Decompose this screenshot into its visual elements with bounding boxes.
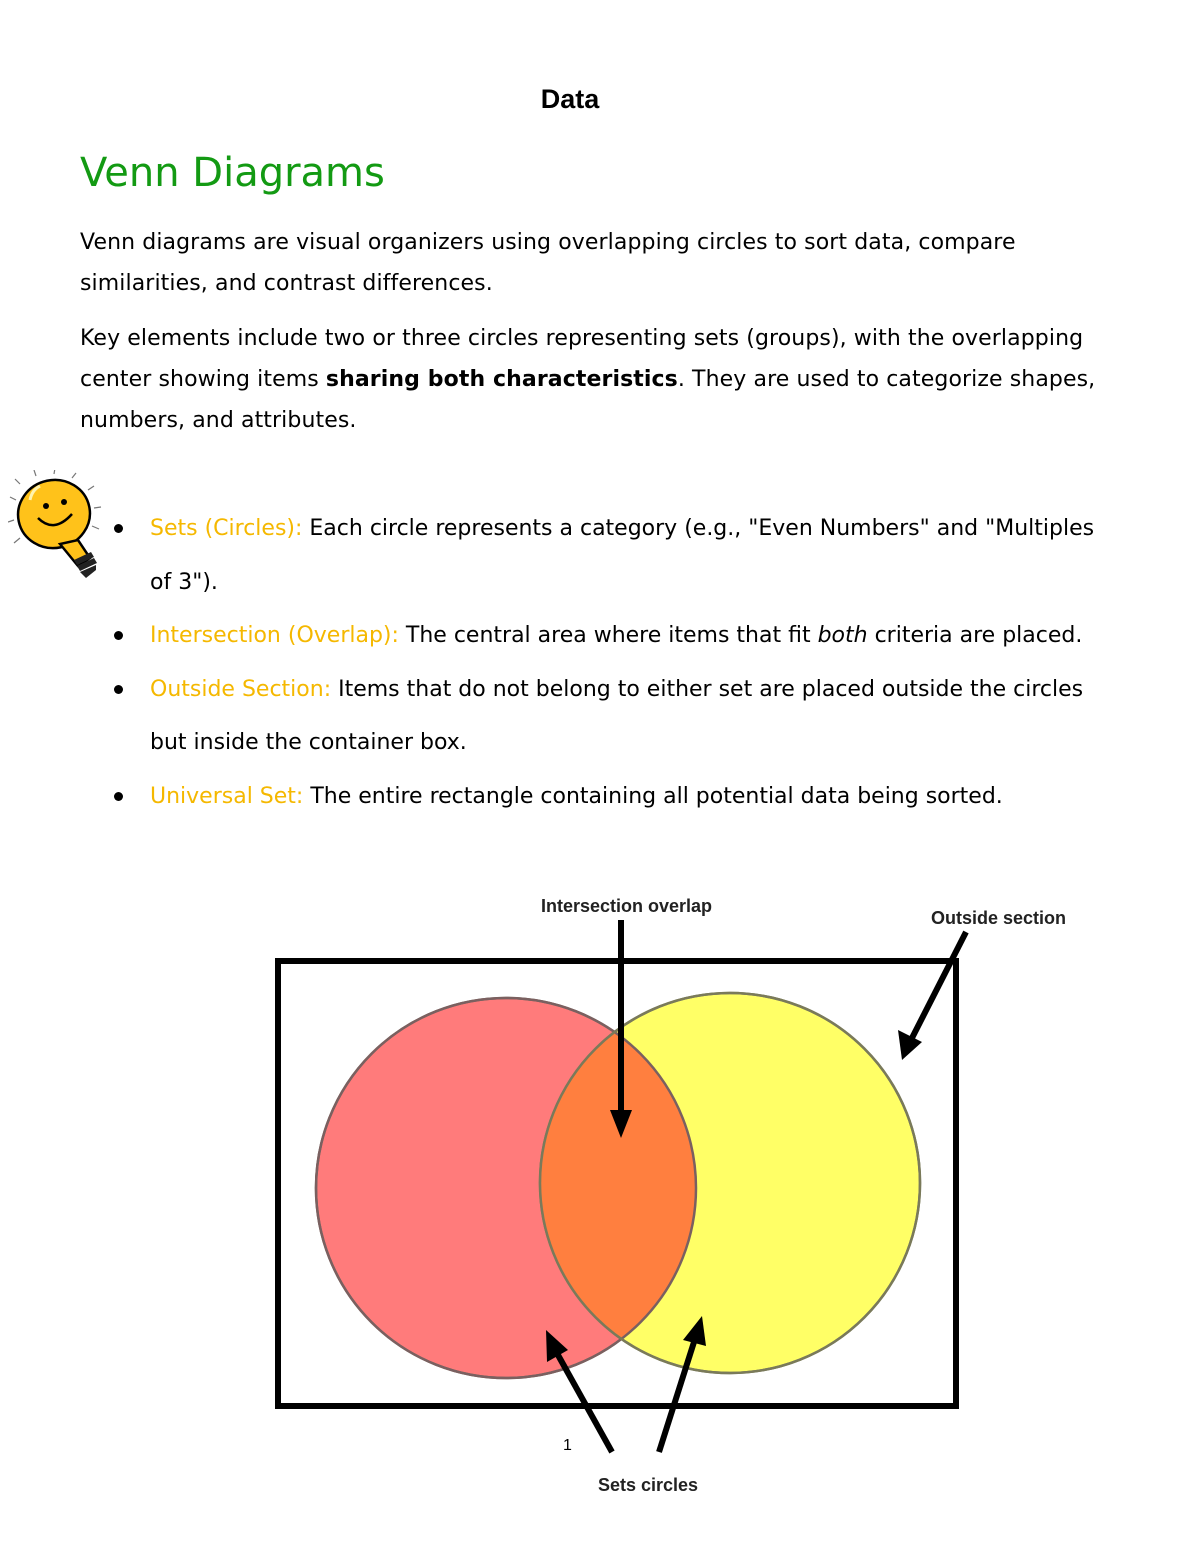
bullet-term: Sets (Circles): (150, 516, 303, 541)
bullet-dot (114, 631, 123, 640)
list-item (110, 502, 1100, 609)
bullet-dot (114, 524, 123, 533)
bullet-dot (114, 792, 123, 801)
intro-paragraph-1: Venn diagrams are visual organizers using overlapping circles to sort data, compare similarities, and contrast differences. (80, 230, 1016, 296)
outside-label: Outside section (931, 908, 1067, 928)
bullet-list (110, 502, 1100, 823)
bullet-text: Each circle represents a category (e.g., "Even Numbers" and "Multiples of 3"). (150, 516, 1095, 595)
intersection-label: Intersection overlap (541, 896, 713, 916)
bullet-text: The entire rectangle containing all potential data being sorted. (303, 783, 1003, 809)
lightbulb-smiley-icon (8, 470, 103, 590)
intro-p2-bold: sharing both characteristics (325, 367, 678, 392)
bullet-text-italic: both (817, 623, 868, 648)
page-header: Data (540, 84, 600, 114)
list-item (110, 609, 1100, 663)
page-title: Venn Diagrams (80, 150, 385, 196)
page-number: 1 (563, 1437, 572, 1454)
outside-arrow-head (898, 1030, 922, 1060)
bullet-text: The central area where items that fit (398, 623, 818, 648)
bullet-term: Intersection (Overlap): (150, 623, 399, 648)
list-item (110, 663, 1100, 770)
intro-p2-before: Key elements include two or three circles representing sets (groups), with the overlapping center showing items (80, 326, 1084, 392)
intro-p2-after: . They are used to categorize shapes, numbers, and attributes. (80, 367, 1096, 433)
bullet-term: Outside Section: (150, 676, 332, 702)
venn-diagram (0, 880, 1200, 1520)
sets-label: Sets circles (598, 1475, 699, 1495)
bullet-term: Universal Set: (150, 783, 304, 809)
bullet-text: Items that do not belong to either set are placed outside the circles but inside the container box. (150, 676, 1084, 755)
bullet-dot (114, 685, 123, 694)
bullet-text-after: criteria are placed. (867, 623, 1083, 648)
intro-paragraph-2 (80, 318, 1120, 441)
list-item (110, 770, 1100, 824)
